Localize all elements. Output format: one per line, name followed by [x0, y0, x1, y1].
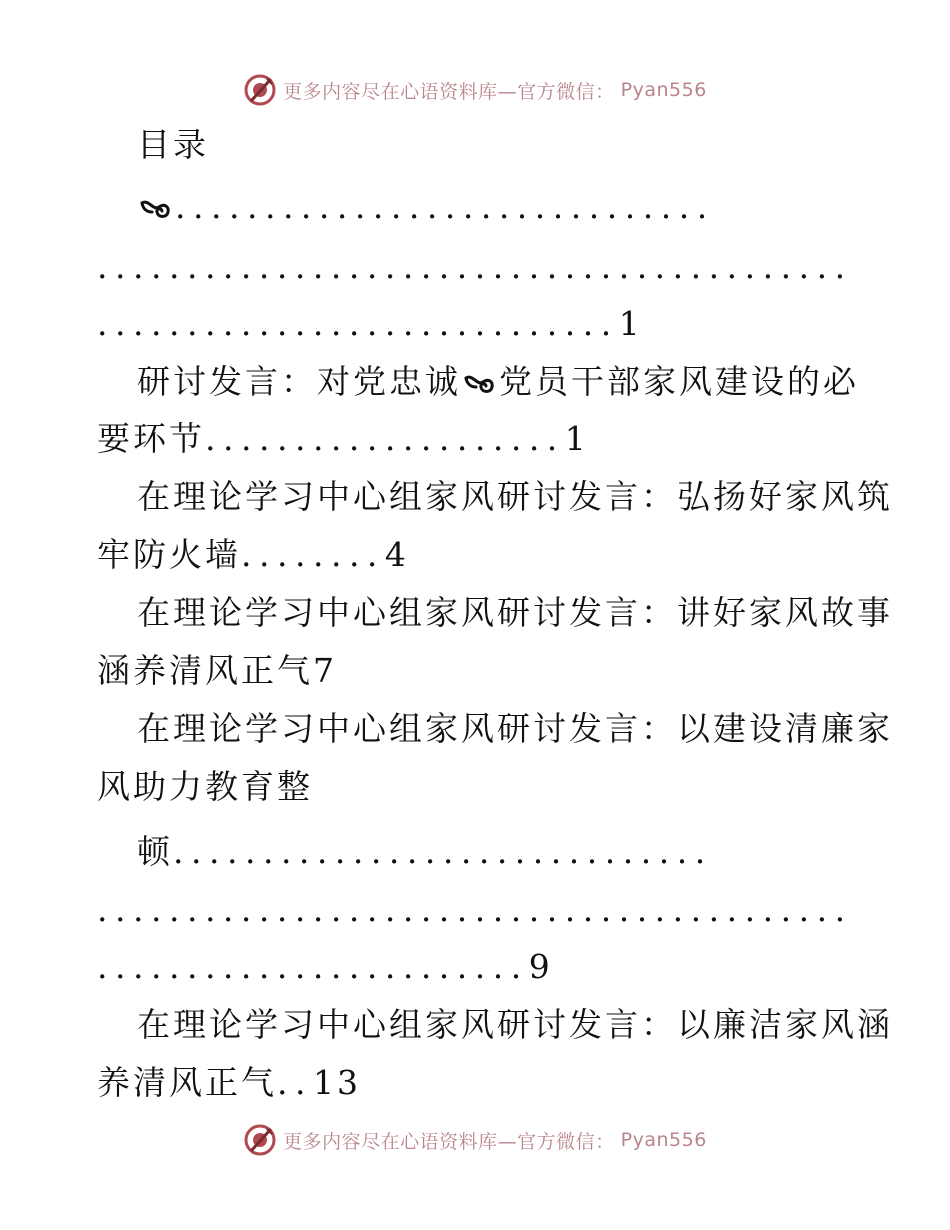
dot-leader: ..: [277, 1063, 313, 1102]
toc-entry-text: 风助力教育整: [97, 767, 313, 806]
toc-entry-text: 研讨发言：对党忠诚: [137, 362, 461, 401]
toc-entry-4[interactable]: [137, 709, 893, 748]
toc-entry-4-line-3[interactable]: [137, 832, 713, 871]
header-account: Pyan556: [620, 79, 707, 101]
page-number: 1: [564, 419, 589, 458]
toc-entry-5-continued[interactable]: [97, 1063, 361, 1102]
page-number: 4: [384, 535, 409, 574]
dot-leader: .............................: [97, 304, 619, 343]
page-number: 9: [528, 947, 553, 986]
toc-entry-2-continued[interactable]: [97, 535, 409, 574]
pen-logo-icon: [243, 1123, 277, 1157]
toc-entry-2[interactable]: [137, 477, 893, 516]
pen-logo-icon: [243, 73, 277, 107]
dot-leader: ........: [241, 535, 385, 574]
toc-entry-text: 要环节: [97, 419, 205, 458]
footer-banner: [0, 1118, 950, 1162]
ornament-icon: [139, 197, 173, 221]
dot-leader: ..............................: [175, 187, 715, 226]
toc-entry-text: 在理论学习中心组家风研讨发言：以建设清廉家: [137, 709, 893, 748]
toc-entry-text: 牢防火墙: [97, 535, 241, 574]
dot-leader: ........................: [97, 947, 529, 986]
toc-entry-text: 在理论学习中心组家风研讨发言：讲好家风故事: [137, 593, 893, 632]
toc-entry-text: 养清风正气: [97, 1063, 277, 1102]
toc-entry-text: 在理论学习中心组家风研讨发言：弘扬好家风筑: [137, 477, 893, 516]
page-number: 7: [313, 651, 337, 690]
header-text: 更多内容尽在心语资料库—官方微信：: [283, 80, 615, 103]
toc-title: 目录: [137, 125, 209, 164]
footer-account: Pyan556: [620, 1129, 707, 1151]
dot-leader: ..............................: [173, 832, 713, 871]
toc-entry-0-line-1[interactable]: [137, 187, 715, 226]
toc-entry-3[interactable]: [137, 593, 893, 632]
toc-entry-5[interactable]: [137, 1005, 893, 1044]
toc-entry-0-line-3: [97, 304, 643, 343]
page-number: 1: [618, 304, 643, 343]
toc-entry-4-line-5: [97, 947, 553, 986]
toc-entry-text: 顿: [137, 832, 173, 871]
toc-entry-4-continued[interactable]: [97, 767, 313, 806]
toc-entry-text: 在理论学习中心组家风研讨发言：以廉洁家风涵: [137, 1005, 893, 1044]
ornament-icon: [463, 372, 497, 396]
dot-leader: ..........................................: [97, 247, 853, 286]
toc-entry-text: 涵养清风正气: [97, 651, 313, 690]
toc-entry-1-continued[interactable]: [97, 419, 589, 458]
page-number: 13: [312, 1063, 361, 1102]
footer-text: 更多内容尽在心语资料库—官方微信：: [283, 1130, 615, 1153]
toc-entry-text: 党员干部家风建设的必: [499, 362, 859, 401]
dot-leader: ..........................................: [97, 890, 853, 929]
toc-entry-1[interactable]: [137, 362, 859, 401]
header-banner: [0, 68, 950, 112]
dot-leader: ....................: [205, 419, 565, 458]
toc-entry-3-continued[interactable]: [97, 651, 337, 690]
